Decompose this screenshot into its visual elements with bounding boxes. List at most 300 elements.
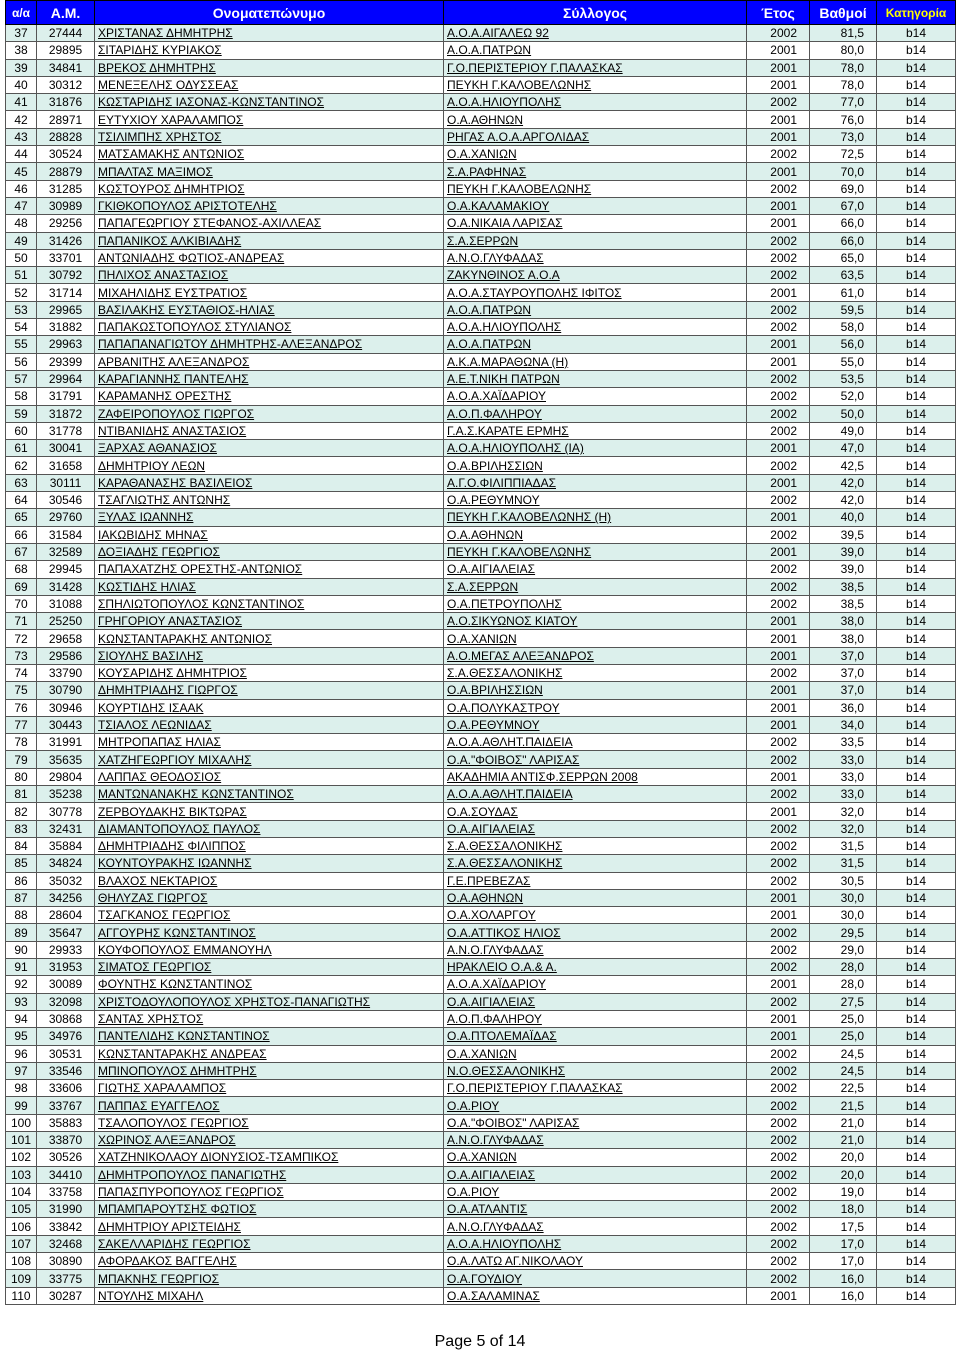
cell-no: 94 xyxy=(6,1010,37,1027)
cell-score: 72,5 xyxy=(810,146,877,163)
table-row xyxy=(6,595,956,612)
table-row xyxy=(6,301,956,318)
cell-club-text: Ο.Α.ΒΡΙΛΗΣΣΙΩΝ xyxy=(447,683,543,698)
cell-score: 37,0 xyxy=(810,664,877,681)
cell-category: b14 xyxy=(877,751,956,768)
table-row xyxy=(6,1045,956,1062)
cell-club-text: Σ.Α.ΣΕΡΡΩΝ xyxy=(447,579,519,594)
cell-year: 2002 xyxy=(747,1201,810,1218)
cell-no: 71 xyxy=(6,613,37,630)
cell-year: 2002 xyxy=(747,820,810,837)
table-row xyxy=(6,716,956,733)
table-row xyxy=(6,855,956,872)
cell-name xyxy=(95,25,444,42)
cell-am: 33546 xyxy=(37,1062,95,1079)
cell-year: 2002 xyxy=(747,734,810,751)
cell-category: b14 xyxy=(877,647,956,664)
cell-am: 34410 xyxy=(37,1166,95,1183)
cell-am: 33790 xyxy=(37,664,95,681)
cell-name xyxy=(95,1010,444,1027)
cell-year: 2002 xyxy=(747,180,810,197)
cell-score: 39,0 xyxy=(810,561,877,578)
cell-category: b14 xyxy=(877,353,956,370)
cell-year: 2001 xyxy=(747,1010,810,1027)
cell-club-text: Α.Ο.Π.ΦΑΛΗΡΟΥ xyxy=(447,406,542,421)
cell-year: 2002 xyxy=(747,595,810,612)
cell-club xyxy=(444,232,747,249)
cell-no: 107 xyxy=(6,1235,37,1252)
cell-no: 65 xyxy=(6,509,37,526)
cell-club-text: Ο.Α.ΑΙΓΙΑΛΕΙΑΣ xyxy=(447,994,536,1009)
cell-name-text: ΞΑΡΧΑΣ ΑΘΑΝΑΣΙΟΣ xyxy=(98,441,217,456)
cell-year: 2002 xyxy=(747,1114,810,1131)
table-row xyxy=(6,336,956,353)
cell-name xyxy=(95,457,444,474)
table-row xyxy=(6,734,956,751)
cell-club xyxy=(444,1097,747,1114)
cell-no: 55 xyxy=(6,336,37,353)
cell-name-text: ΑΓΓΟΥΡΗΣ ΚΩΝΣΤΑΝΤΙΝΟΣ xyxy=(98,925,256,940)
cell-name-text: ΝΤΙΒΑΝΙΔΗΣ ΑΝΑΣΤΑΣΙΟΣ xyxy=(98,423,247,438)
cell-club-text: Σ.Α.ΡΑΦΗΝΑΣ xyxy=(447,164,527,179)
cell-score: 24,5 xyxy=(810,1062,877,1079)
cell-club-text: Α.Ο.Α.ΗΛΙΟΥΠΟΛΗΣ xyxy=(447,95,562,110)
cell-year: 2001 xyxy=(747,128,810,145)
cell-am: 28604 xyxy=(37,907,95,924)
cell-no: 45 xyxy=(6,163,37,180)
cell-category: b14 xyxy=(877,370,956,387)
cell-score: 52,0 xyxy=(810,388,877,405)
cell-category: b14 xyxy=(877,1270,956,1287)
cell-name-text: ΚΑΡΑΓΙΑΝΝΗΣ ΠΑΝΤΕΛΗΣ xyxy=(98,372,249,387)
cell-club xyxy=(444,1201,747,1218)
cell-category: b14 xyxy=(877,595,956,612)
cell-am: 29945 xyxy=(37,561,95,578)
cell-name-text: ΜΙΧΑΗΛΙΔΗΣ ΕΥΣΤΡΑΤΙΟΣ xyxy=(98,285,248,300)
cell-club xyxy=(444,301,747,318)
cell-am: 35635 xyxy=(37,751,95,768)
cell-name xyxy=(95,1235,444,1252)
cell-name-text: ΖΕΡΒΟΥΔΑΚΗΣ ΒΙΚΤΩΡΑΣ xyxy=(98,804,247,819)
cell-club-text: Ο.Α.ΣΑΛΑΜΙΝΑΣ xyxy=(447,1288,540,1303)
cell-name xyxy=(95,976,444,993)
cell-name xyxy=(95,146,444,163)
cell-club-text: Α.Ο.Α.ΑΘΛΗΤ.ΠΑΙΔΕΙΑ xyxy=(447,735,573,750)
cell-year: 2002 xyxy=(747,492,810,509)
cell-club-text: Ν.Ο.ΘΕΣΣΑΛΟΝΙΚΗΣ xyxy=(447,1063,566,1078)
cell-club xyxy=(444,941,747,958)
cell-no: 101 xyxy=(6,1132,37,1149)
cell-no: 90 xyxy=(6,941,37,958)
cell-club-text: Α.Ν.Ο.ΓΛΥΦΑΔΑΣ xyxy=(447,251,544,265)
cell-no: 63 xyxy=(6,474,37,491)
cell-no: 98 xyxy=(6,1080,37,1097)
cell-name-text: ΤΣΙΛΙΜΠΗΣ ΧΡΗΣΤΟΣ xyxy=(98,129,222,144)
cell-club xyxy=(444,699,747,716)
cell-category: b14 xyxy=(877,440,956,457)
table-row xyxy=(6,543,956,560)
cell-club xyxy=(444,837,747,854)
cell-club-text: Ο.Α.ΑΙΓΙΑΛΕΙΑΣ xyxy=(447,562,536,577)
cell-year: 2002 xyxy=(747,1062,810,1079)
cell-am: 32431 xyxy=(37,820,95,837)
table-row xyxy=(6,1010,956,1027)
cell-no: 80 xyxy=(6,768,37,785)
cell-name-text: ΝΤΟΥΛΗΣ ΜΙΧΑΗΛ xyxy=(98,1288,204,1303)
cell-no: 81 xyxy=(6,786,37,803)
cell-club-text: Ο.Α.ΡΕΘΥΜΝΟΥ xyxy=(447,718,540,733)
table-row xyxy=(6,197,956,214)
cell-year: 2001 xyxy=(747,1287,810,1304)
cell-year: 2002 xyxy=(747,578,810,595)
cell-score: 29,5 xyxy=(810,924,877,941)
cell-club-text: Ο.Α.ΡΙΟΥ xyxy=(447,1185,500,1200)
cell-name-text: ΣΙΜΑΤΟΣ ΓΕΩΡΓΙΟΣ xyxy=(98,960,212,975)
cell-score: 19,0 xyxy=(810,1183,877,1200)
cell-category: b14 xyxy=(877,1201,956,1218)
cell-am: 31991 xyxy=(37,734,95,751)
cell-club-text: Α.Ο.Α.ΗΛΙΟΥΠΟΛΗΣ (ΙΑ) xyxy=(447,441,584,456)
cell-no: 85 xyxy=(6,855,37,872)
header-year: Έτος xyxy=(747,1,810,25)
cell-no: 47 xyxy=(6,197,37,214)
cell-am: 29895 xyxy=(37,42,95,59)
cell-club xyxy=(444,422,747,439)
cell-name xyxy=(95,284,444,301)
cell-name xyxy=(95,1218,444,1235)
cell-am: 29760 xyxy=(37,509,95,526)
cell-club xyxy=(444,94,747,111)
cell-name-text: ΠΑΠΠΑΣ ΕΥΑΓΓΕΛΟΣ xyxy=(98,1098,220,1113)
cell-club-text: Ο.Α.ΧΑΝΙΩΝ xyxy=(447,1150,517,1165)
cell-club-text: Ο.Α.ΓΟΥΔΙΟΥ xyxy=(447,1271,522,1286)
cell-category: b14 xyxy=(877,630,956,647)
cell-am: 33767 xyxy=(37,1097,95,1114)
cell-score: 66,0 xyxy=(810,232,877,249)
cell-name xyxy=(95,561,444,578)
cell-club-text: ΠΕΥΚΗ Γ.ΚΑΛΟΒΕΛΩΝΗΣ xyxy=(447,181,592,196)
cell-club xyxy=(444,59,747,76)
cell-score: 73,0 xyxy=(810,128,877,145)
cell-am: 35884 xyxy=(37,837,95,854)
cell-name xyxy=(95,907,444,924)
cell-category: b14 xyxy=(877,578,956,595)
cell-club-text: Α.Ο.ΣΙΚΥΩΝΟΣ ΚΙΑΤΟΥ xyxy=(447,614,578,629)
cell-no: 77 xyxy=(6,716,37,733)
cell-category: b14 xyxy=(877,820,956,837)
cell-score: 33,0 xyxy=(810,786,877,803)
cell-am: 30111 xyxy=(37,474,95,491)
cell-score: 78,0 xyxy=(810,59,877,76)
cell-am: 33870 xyxy=(37,1132,95,1149)
cell-club-text: Α.Ο.Α.ΠΑΤΡΩΝ xyxy=(447,43,532,58)
cell-club xyxy=(444,1253,747,1270)
table-row xyxy=(6,492,956,509)
cell-no: 75 xyxy=(6,682,37,699)
cell-club xyxy=(444,440,747,457)
cell-year: 2002 xyxy=(747,249,810,266)
cell-name xyxy=(95,682,444,699)
cell-name-text: ΚΑΡΑΘΑΝΑΣΗΣ ΒΑΣΙΛΕΙΟΣ xyxy=(98,475,253,490)
cell-name xyxy=(95,492,444,509)
cell-year: 2002 xyxy=(747,1218,810,1235)
cell-score: 80,0 xyxy=(810,42,877,59)
cell-no: 70 xyxy=(6,595,37,612)
cell-club xyxy=(444,543,747,560)
cell-name xyxy=(95,180,444,197)
cell-name xyxy=(95,768,444,785)
cell-club xyxy=(444,768,747,785)
cell-category: b14 xyxy=(877,1028,956,1045)
cell-name-text: ΔΗΜΗΤΡΙΟΥ ΛΕΩΝ xyxy=(98,458,206,473)
cell-score: 25,0 xyxy=(810,1010,877,1027)
cell-category: b14 xyxy=(877,561,956,578)
cell-year: 2002 xyxy=(747,1166,810,1183)
cell-score: 21,5 xyxy=(810,1097,877,1114)
cell-am: 30546 xyxy=(37,492,95,509)
cell-name xyxy=(95,509,444,526)
cell-name xyxy=(95,872,444,889)
cell-name-text: ΚΩΝΣΤΑΝΤΑΡΑΚΗΣ ΑΝΤΩΝΙΟΣ xyxy=(98,631,272,646)
cell-category: b14 xyxy=(877,25,956,42)
cell-name xyxy=(95,336,444,353)
cell-am: 30778 xyxy=(37,803,95,820)
cell-am: 33701 xyxy=(37,249,95,266)
cell-name xyxy=(95,941,444,958)
cell-category: b14 xyxy=(877,1166,956,1183)
cell-club xyxy=(444,370,747,387)
cell-year: 2002 xyxy=(747,405,810,422)
cell-name-text: ΠΑΠΑΣΠΥΡΟΠΟΥΛΟΣ ΓΕΩΡΓΙΟΣ xyxy=(98,1185,284,1200)
cell-score: 69,0 xyxy=(810,180,877,197)
cell-no: 54 xyxy=(6,319,37,336)
cell-name xyxy=(95,855,444,872)
cell-name-text: ΠΑΠΑΓΕΩΡΓΙΟΥ ΣΤΕΦΑΝΟΣ-ΑΧΙΛΛΕΑΣ xyxy=(98,216,322,231)
cell-category: b14 xyxy=(877,716,956,733)
table-row xyxy=(6,1166,956,1183)
cell-no: 91 xyxy=(6,959,37,976)
table-row xyxy=(6,699,956,716)
cell-year: 2002 xyxy=(747,993,810,1010)
cell-club-text: Ο.Α."ΦΟΙΒΟΣ" ΛΑΡΙΣΑΣ xyxy=(447,752,580,767)
cell-name xyxy=(95,734,444,751)
cell-am: 33775 xyxy=(37,1270,95,1287)
cell-am: 30989 xyxy=(37,197,95,214)
cell-category: b14 xyxy=(877,907,956,924)
cell-club-text: Ο.Α."ΦΟΙΒΟΣ" ΛΑΡΙΣΑΣ xyxy=(447,1115,580,1130)
cell-club-text: Σ.Α.ΘΕΣΣΑΛΟΝΙΚΗΣ xyxy=(447,856,563,871)
cell-score: 47,0 xyxy=(810,440,877,457)
cell-name-text: ΠΑΝΤΕΛΙΔΗΣ ΚΩΝΣΤΑΝΤΙΝΟΣ xyxy=(98,1029,270,1044)
table-row xyxy=(6,647,956,664)
cell-score: 42,5 xyxy=(810,457,877,474)
cell-name xyxy=(95,716,444,733)
cell-club xyxy=(444,249,747,266)
cell-category: b14 xyxy=(877,111,956,128)
cell-name-text: ΔΗΜΗΤΡΙΑΔΗΣ ΓΙΩΡΓΟΣ xyxy=(98,683,238,698)
cell-year: 2002 xyxy=(747,1045,810,1062)
header-score: Βαθμοί xyxy=(810,1,877,25)
table-row xyxy=(6,837,956,854)
cell-club-text: Γ.Ο.ΠΕΡΙΣΤΕΡΙΟΥ Γ.ΠΑΛΑΣΚΑΣ xyxy=(447,1081,623,1096)
table-row xyxy=(6,353,956,370)
cell-no: 62 xyxy=(6,457,37,474)
cell-score: 33,0 xyxy=(810,751,877,768)
cell-am: 30524 xyxy=(37,146,95,163)
cell-club-text: Α.Κ.Α.ΜΑΡΑΘΩΝΑ (Η) xyxy=(447,354,569,369)
cell-name xyxy=(95,128,444,145)
table-row xyxy=(6,405,956,422)
cell-score: 16,0 xyxy=(810,1270,877,1287)
cell-name-text: ΓΡΗΓΟΡΙΟΥ ΑΝΑΣΤΑΣΙΟΣ xyxy=(98,614,243,629)
table-row xyxy=(6,509,956,526)
cell-name xyxy=(95,370,444,387)
cell-club xyxy=(444,405,747,422)
cell-club xyxy=(444,595,747,612)
cell-name xyxy=(95,543,444,560)
cell-year: 2002 xyxy=(747,388,810,405)
cell-club xyxy=(444,1287,747,1304)
cell-no: 37 xyxy=(6,25,37,42)
cell-year: 2001 xyxy=(747,336,810,353)
cell-category: b14 xyxy=(877,1287,956,1304)
cell-category: b14 xyxy=(877,768,956,785)
cell-name-text: ΠΑΠΑΝΙΚΟΣ ΑΛΚΙΒΙΑΔΗΣ xyxy=(98,233,242,248)
cell-no: 88 xyxy=(6,907,37,924)
cell-no: 40 xyxy=(6,76,37,93)
table-row xyxy=(6,976,956,993)
header-no: α/α xyxy=(6,1,37,25)
cell-am: 31990 xyxy=(37,1201,95,1218)
table-row xyxy=(6,664,956,681)
cell-score: 30,0 xyxy=(810,907,877,924)
cell-year: 2001 xyxy=(747,284,810,301)
cell-club-text: ΠΕΥΚΗ Γ.ΚΑΛΟΒΕΛΩΝΗΣ (Η) xyxy=(447,510,612,525)
cell-year: 2002 xyxy=(747,751,810,768)
cell-name xyxy=(95,595,444,612)
cell-club xyxy=(444,630,747,647)
cell-name-text: ΤΣΙΑΛΟΣ ΛΕΩΝΙΔΑΣ xyxy=(98,718,212,733)
cell-category: b14 xyxy=(877,1010,956,1027)
cell-score: 36,0 xyxy=(810,699,877,716)
table-row xyxy=(6,561,956,578)
cell-am: 25250 xyxy=(37,613,95,630)
cell-club-text: Γ.Ε.ΠΡΕΒΕΖΑΣ xyxy=(447,873,531,888)
cell-year: 2001 xyxy=(747,59,810,76)
cell-club xyxy=(444,872,747,889)
cell-name xyxy=(95,1028,444,1045)
cell-am: 30287 xyxy=(37,1287,95,1304)
cell-year: 2001 xyxy=(747,613,810,630)
cell-name xyxy=(95,319,444,336)
table-row xyxy=(6,526,956,543)
cell-score: 76,0 xyxy=(810,111,877,128)
table-row xyxy=(6,232,956,249)
cell-category: b14 xyxy=(877,976,956,993)
cell-am: 31426 xyxy=(37,232,95,249)
cell-name-text: ΜΠΙΝΟΠΟΥΛΟΣ ΔΗΜΗΤΡΗΣ xyxy=(98,1063,257,1078)
cell-am: 29963 xyxy=(37,336,95,353)
cell-category: b14 xyxy=(877,803,956,820)
table-row xyxy=(6,1132,956,1149)
cell-club-text: Γ.Α.Σ.ΚΑΡΑΤΕ ΕΡΜΗΣ xyxy=(447,423,569,438)
cell-year: 2002 xyxy=(747,855,810,872)
cell-name xyxy=(95,1080,444,1097)
table-row xyxy=(6,993,956,1010)
cell-name-text: ΣΑΚΕΛΛΑΡΙΔΗΣ ΓΕΩΡΓΙΟΣ xyxy=(98,1236,251,1251)
cell-name-text: ΜΠΑΛΤΑΣ ΜΑΞΙΜΟΣ xyxy=(98,164,213,179)
cell-name-text: ΤΣΑΓΛΙΩΤΗΣ ΑΝΤΩΝΗΣ xyxy=(98,493,231,508)
table-row xyxy=(6,163,956,180)
cell-club xyxy=(444,820,747,837)
cell-name xyxy=(95,353,444,370)
cell-club xyxy=(444,1166,747,1183)
cell-score: 18,0 xyxy=(810,1201,877,1218)
cell-am: 29933 xyxy=(37,941,95,958)
cell-am: 31882 xyxy=(37,319,95,336)
table-row xyxy=(6,751,956,768)
table-row xyxy=(6,1080,956,1097)
cell-name-text: ΕΥΤΥΧΙΟΥ ΧΑΡΑΛΑΜΠΟΣ xyxy=(98,112,244,127)
cell-score: 25,0 xyxy=(810,1028,877,1045)
cell-club xyxy=(444,578,747,595)
cell-category: b14 xyxy=(877,509,956,526)
cell-no: 68 xyxy=(6,561,37,578)
cell-year: 2002 xyxy=(747,1097,810,1114)
cell-club-text: Α.Ο.Α.ΗΛΙΟΥΠΟΛΗΣ xyxy=(447,320,562,335)
cell-club xyxy=(444,146,747,163)
cell-name-text: ΧΩΡΙΝΟΣ ΑΛΕΞΑΝΔΡΟΣ xyxy=(98,1133,236,1148)
cell-name xyxy=(95,1149,444,1166)
cell-am: 30526 xyxy=(37,1149,95,1166)
cell-am: 27444 xyxy=(37,25,95,42)
cell-name xyxy=(95,993,444,1010)
table-row xyxy=(6,820,956,837)
cell-year: 2002 xyxy=(747,1235,810,1252)
cell-name-text: ΞΥΛΑΣ ΙΩΑΝΝΗΣ xyxy=(98,510,194,525)
cell-club-text: Σ.Α.ΣΕΡΡΩΝ xyxy=(447,233,519,248)
cell-no: 49 xyxy=(6,232,37,249)
cell-name-text: ΚΩΣΤΟΥΡΟΣ ΔΗΜΗΤΡΙΟΣ xyxy=(98,181,245,196)
cell-club xyxy=(444,993,747,1010)
cell-score: 58,0 xyxy=(810,319,877,336)
table-row xyxy=(6,25,956,42)
cell-score: 56,0 xyxy=(810,336,877,353)
table-row xyxy=(6,111,956,128)
cell-year: 2002 xyxy=(747,301,810,318)
cell-year: 2002 xyxy=(747,1132,810,1149)
cell-year: 2002 xyxy=(747,1080,810,1097)
cell-category: b14 xyxy=(877,1045,956,1062)
table-row xyxy=(6,42,956,59)
cell-no: 61 xyxy=(6,440,37,457)
cell-no: 44 xyxy=(6,146,37,163)
page-number: Page 5 of 14 xyxy=(434,1333,526,1350)
cell-am: 29804 xyxy=(37,768,95,785)
cell-year: 2001 xyxy=(747,353,810,370)
cell-no: 56 xyxy=(6,353,37,370)
cell-score: 78,0 xyxy=(810,76,877,93)
cell-name xyxy=(95,267,444,284)
cell-score: 33,0 xyxy=(810,768,877,785)
cell-name xyxy=(95,197,444,214)
cell-name xyxy=(95,1253,444,1270)
cell-am: 30443 xyxy=(37,716,95,733)
cell-name-text: ΚΩΣΤΙΔΗΣ ΗΛΙΑΣ xyxy=(98,579,196,594)
table-row xyxy=(6,1028,956,1045)
cell-category: b14 xyxy=(877,76,956,93)
cell-score: 37,0 xyxy=(810,682,877,699)
